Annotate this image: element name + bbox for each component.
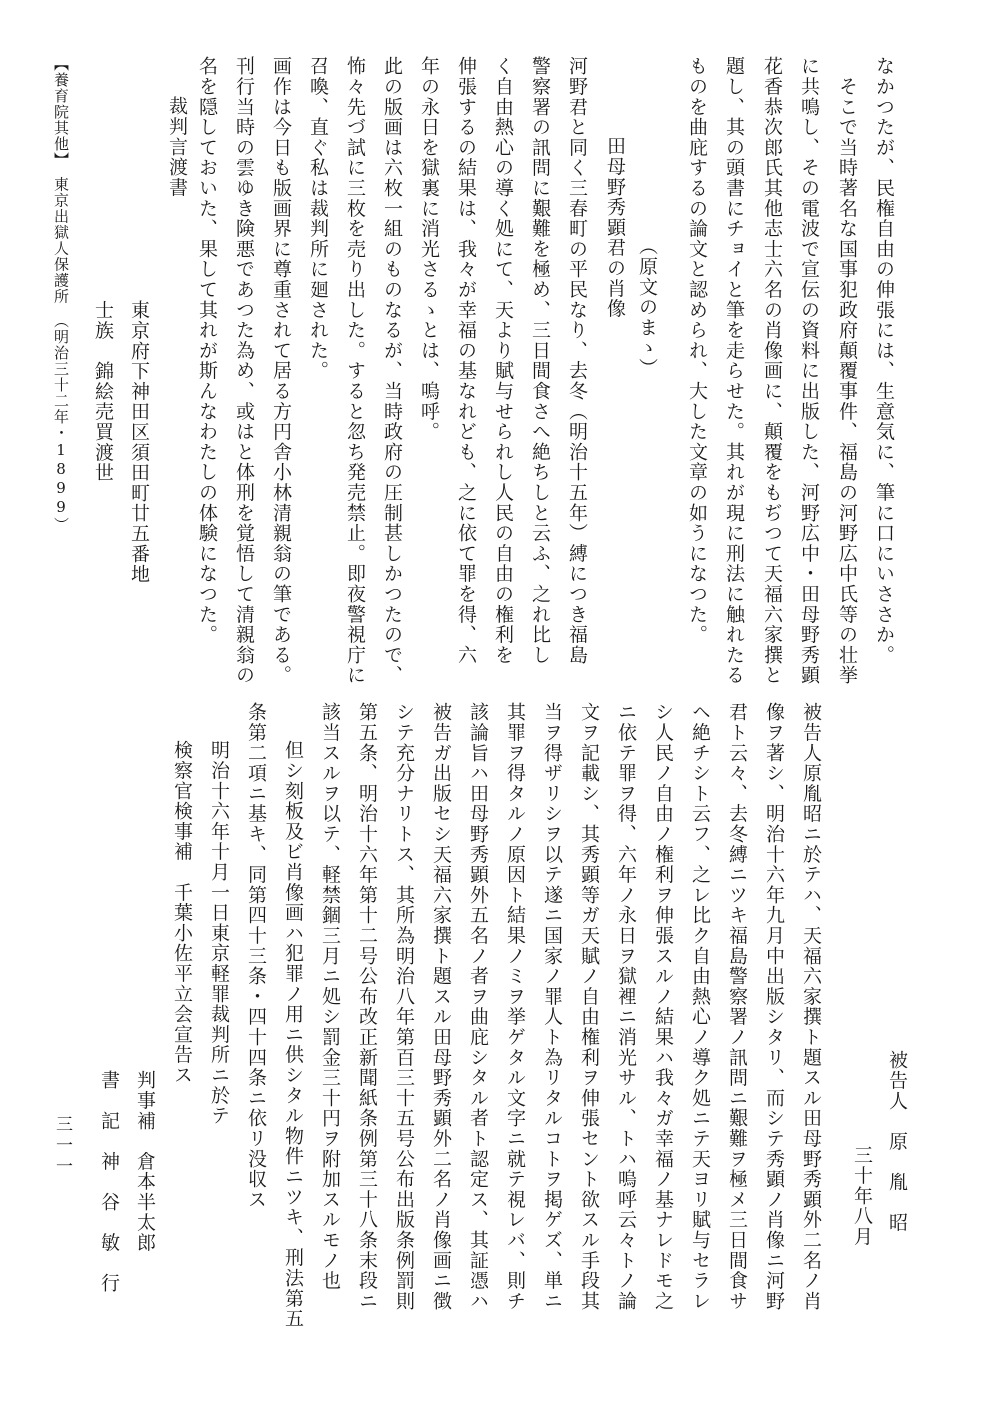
defendant-occupation: 士族 錦絵売買渡世 bbox=[92, 300, 114, 483]
upper-line-3: に共鳴し、その電波で宣伝の資料に出版した、河野広中・田母野秀顕 bbox=[798, 56, 820, 686]
lower-line-3: 被告人原胤昭ニ於テハ、天福六家撰ト題スル田母野秀顕外二名ノ肖 bbox=[800, 702, 822, 1311]
upper-line-10: 警察署の訊問に艱難を極め、三日間食さへ絶ちしと云ふ、之れ比し bbox=[529, 56, 551, 665]
upper-line-2: そこで当時著名な国事犯政府顛覆事件、福島の河野広中氏等の壮挙 bbox=[836, 56, 858, 686]
upper-line-9: 河野君と同く三春町の平民なり、去冬（明治十五年）縛につき福島 bbox=[566, 56, 588, 665]
upper-line-11: く自由熱心の導く処にて、天より賦与せられし人民の自由の権利を bbox=[492, 56, 514, 665]
lower-line-15: 第五条、明治十六年第十二号公布改正新聞紙条例第三十八条末段ニ bbox=[356, 702, 378, 1311]
page-number: 三一一 bbox=[52, 1115, 72, 1178]
upper-line-16: 召喚、直ぐ私は裁判所に廻された。 bbox=[307, 56, 329, 381]
lower-line-17: 但シ刻板及ビ肖像画ハ犯罪ノ用ニ供シタル物件ニツキ、刑法第五 bbox=[282, 740, 304, 1329]
defendant-name-line: 被告人 原 胤 昭 bbox=[886, 1050, 908, 1233]
prosecutor-line: 検察官検事補 千葉小佐平立会宣告ス bbox=[171, 740, 193, 1086]
upper-line-19: 名を隠しておいた、果して其れが斯んなわたしの体験になつた。 bbox=[196, 56, 218, 645]
lower-line-16: 該当スルヲ以テ、軽禁錮三月ニ処シ罰金三十円ヲ附加スルモノ也 bbox=[319, 702, 341, 1291]
lower-line-5: 君ト云々、去冬縛ニツキ福島警察署ノ訊問ニ艱難ヲ極メ三日間食サ bbox=[726, 702, 748, 1311]
upper-line-17: 画作は今日も版画界に尊重されて居る方円舎小林清親翁の筆である。 bbox=[270, 56, 292, 686]
upper-line-15: 怖々先づ試に三枚を売り出した。すると忽ち発売禁止。即夜警視庁に bbox=[344, 56, 366, 686]
lower-line-8: ニ依テ罪ヲ得、六年ノ永日ヲ獄裡ニ消光サル、トハ嗚呼云々トノ論 bbox=[615, 702, 637, 1311]
upper-line-5: 題し、其の頭書にチョイと筆を走らせた。其れが現に刑法に触れたる bbox=[723, 56, 745, 686]
lower-line-18: 条第二項ニ基キ、同第四十三条・四十四条ニ依リ没収ス bbox=[245, 702, 267, 1210]
verdict-date-court: 明治十六年十月一日東京軽罪裁判所ニ於テ bbox=[208, 740, 230, 1126]
upper-line-1: なかつたが、民権自由の伸張には、生意気に、筆に口にいささか。 bbox=[873, 56, 895, 665]
lower-line-9: 文ヲ記載シ、其秀顕等ガ天賦ノ自由権利ヲ伸張セント欲スル手段其 bbox=[578, 702, 600, 1311]
lower-line-12: 該論旨ハ田母野秀顕外五名ノ者ヲ曲庇シタル者ト認定ス、其証憑ハ bbox=[467, 702, 489, 1311]
lower-line-10: 当ヲ得ザリシヲ以テ遂ニ国家ノ罪人ト為リタルコトヲ掲ゲズ、単ニ bbox=[541, 702, 563, 1311]
court-clerk: 書 記 神 谷 敏 行 bbox=[98, 1070, 120, 1294]
verdict-title: 裁判言渡書 bbox=[166, 96, 188, 198]
lower-line-4: 像ヲ著シ、明治十六年九月中出版シタリ、而シテ秀顕ノ肖像ニ河野 bbox=[763, 702, 785, 1311]
assistant-judge: 判事補 倉本半太郎 bbox=[134, 1070, 156, 1253]
upper-line-13: 年の永日を獄裏に消光さるゝとは、嗚呼。 bbox=[418, 56, 440, 442]
upper-line-18: 刊行当時の雲ゆき険悪であつた為め、或はと体刑を覚悟して清親翁の bbox=[233, 56, 255, 686]
portrait-caption-heading: 田母野秀顕君の肖像 bbox=[604, 136, 626, 319]
upper-line-12: 伸張するの結果は、我々が幸福の基なれども、之に依て罪を得、六 bbox=[455, 56, 477, 665]
upper-line-4: 花香恭次郎氏其他志士六名の肖像画に、顛覆をもぢつて天福六家撰と bbox=[761, 56, 783, 686]
upper-line-6: ものを曲庇するの論文と認められ、大した文章の如うになつた。 bbox=[686, 56, 708, 645]
lower-line-7: シ人民ノ自由ノ権利ヲ伸張スルノ結果ハ我々ガ幸福ノ基ナレドモ之 bbox=[652, 702, 674, 1311]
source-citation: 【養育院其他】 東京出獄人保護所 （明治三十二年・1899） bbox=[52, 56, 70, 533]
upper-line-14: 此の版画は六枚一組のものなるが、当時政府の圧制甚しかつたので、 bbox=[381, 56, 403, 686]
lower-line-6: ヘ絶チシト云フ、之レ比ク自由熱心ノ導ク処ニテ天ヨリ賦与セラレ bbox=[689, 702, 711, 1311]
lower-line-13: 被告ガ出版セシ天福六家撰ト題スル田母野秀顕外二名ノ肖像画ニ徴 bbox=[430, 702, 452, 1311]
defendant-address: 東京府下神田区須田町廿五番地 bbox=[128, 300, 150, 585]
lower-line-14: シテ充分ナリトス、其所為明治八年第百三十五号公布出版条例罰則 bbox=[393, 702, 415, 1311]
date-august-30: 三十年八月 bbox=[851, 1145, 873, 1247]
original-text-note: （原文のまゝ） bbox=[636, 236, 658, 379]
lower-line-11: 其罪ヲ得タルノ原因ト結果ノミヲ挙ゲタル文字ニ就テ視レバ、則チ bbox=[504, 702, 526, 1311]
